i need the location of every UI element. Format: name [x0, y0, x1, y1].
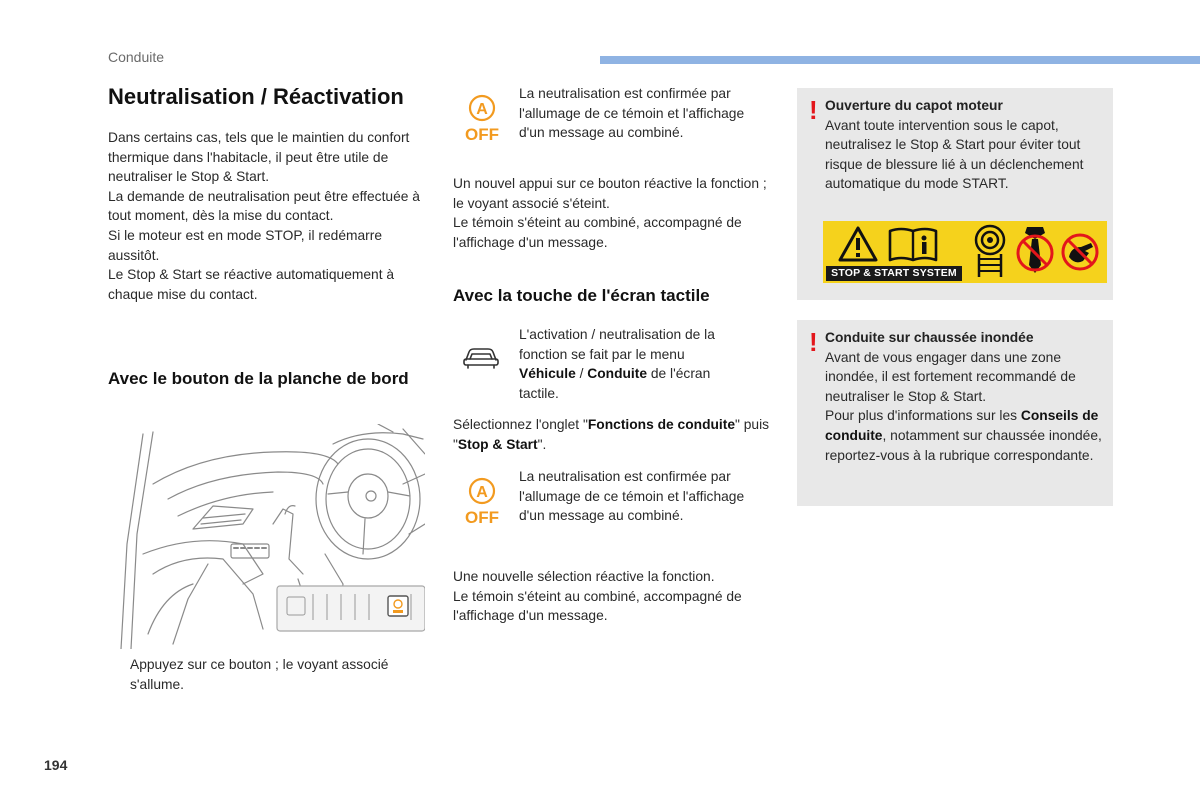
header-accent-bar [600, 56, 1200, 64]
stop-start-system-label [823, 221, 1107, 283]
press-button-instruction [108, 655, 418, 694]
new-selection-paragraph: Le témoin s'éteint au combiné, accompagné de l'affichage d'un message. [453, 588, 742, 624]
warning-flooded-body: Avant de vous engager dans une zone inondée, il est fortement recommandé de neutraliser le Stop & Start. [825, 349, 1076, 404]
confirm-text-2: La neutralisation est confirmée par l'allumage de ce témoin et l'affichage d'un message au combiné. [519, 469, 745, 524]
tab-stop-start: Stop & Start [457, 436, 538, 452]
menu-vehicule: Véhicule [519, 366, 576, 382]
confirm-text-1: La neutralisation est confirmée par l'allumage de ce témoin et l'affichage d'un message au combiné. [519, 86, 745, 141]
select-tab-text: Sélectionnez l'onglet "Fonctions de conduite" puis "Stop & Start". [453, 417, 770, 452]
stop-start-off-indicator-icon [454, 92, 510, 148]
reactivate-text [453, 174, 778, 252]
intro-paragraph: Dans certains cas, tels que le maintien du confort thermique dans l'habitacle, il peut être utile de neutraliser le Stop & Start. [108, 130, 410, 185]
svg-text:OFF: OFF [465, 508, 499, 527]
svg-text:A: A [476, 101, 488, 118]
page-number: 194 [44, 757, 68, 773]
intro-paragraph: Le Stop & Start se réactive automatiquement à chaque mise du contact. [108, 267, 395, 302]
warning-hood-box [797, 88, 1113, 300]
page-title: Neutralisation / Réactivation [108, 84, 404, 109]
warning-flooded-reference: Pour plus d'informations sur les Conseils de conduite, notamment sur chaussée inondée, reportez-vous à la rubrique correspondante. [825, 408, 1102, 463]
touchscreen-menu-text: L'activation / neutralisation de la fonction se fait par le menu Véhicule / Conduite de l'écran tactile. [519, 327, 715, 401]
heading-dashboard-button: Avec le bouton de la planche de bord [108, 369, 409, 388]
reactivate-paragraph: Un nouvel appui sur ce bouton réactive la fonction ; le voyant associé s'éteint. [453, 176, 767, 211]
reactivate-paragraph: Le témoin s'éteint au combiné, accompagné de l'affichage d'un message. [453, 215, 742, 250]
warning-triangle-icon [837, 225, 879, 263]
warning-hood-title: Ouverture du capot moteur [825, 98, 1003, 113]
press-button-text: Appuyez sur ce bouton ; le voyant associé s'allume. [130, 657, 389, 692]
stop-start-off-indicator-icon [454, 475, 510, 531]
section-label: Conduite [108, 49, 165, 65]
no-hands-icon [1059, 231, 1101, 273]
warning-icon: ! [809, 327, 818, 357]
new-selection-paragraph: Une nouvelle sélection réactive la fonction. [453, 569, 715, 584]
warning-flooded-title: Conduite sur chaussée inondée [825, 330, 1034, 345]
warning-hood-body: Avant toute intervention sous le capot, neutralisez le Stop & Start pour éviter tout risque de blessure lié à un déclenchement automatique du mode START. [825, 117, 1084, 192]
warning-hood-text [825, 96, 1109, 194]
tab-fonctions-de-conduite: Fonctions de conduite [587, 417, 736, 432]
car-menu-icon [462, 344, 500, 370]
intro-paragraph: La demande de neutralisation peut être effectuée à tout moment, dès la mise du contact. [108, 188, 420, 224]
svg-text:OFF: OFF [465, 125, 499, 144]
conseils-de-conduite-link: Conseils de conduite [825, 408, 1099, 443]
warning-flooded-road-box [797, 320, 1113, 506]
intro-paragraph: Si le moteur est en mode STOP, il redémarre aussitôt. [108, 227, 383, 263]
warning-icon: ! [809, 95, 818, 125]
dashboard-illustration [113, 424, 425, 649]
intro-text [108, 128, 423, 304]
engine-fan-icon [969, 223, 1011, 279]
manual-book-icon [887, 225, 939, 263]
no-loose-clothing-icon [1015, 223, 1055, 279]
svg-text:A: A [476, 484, 488, 501]
heading-touchscreen: Avec la touche de l'écran tactile [453, 286, 710, 305]
stop-start-system-text: STOP & START SYSTEM [826, 266, 962, 281]
menu-conduite: Conduite [587, 366, 648, 382]
warning-flooded-text [825, 328, 1109, 465]
new-selection-text [453, 567, 778, 626]
